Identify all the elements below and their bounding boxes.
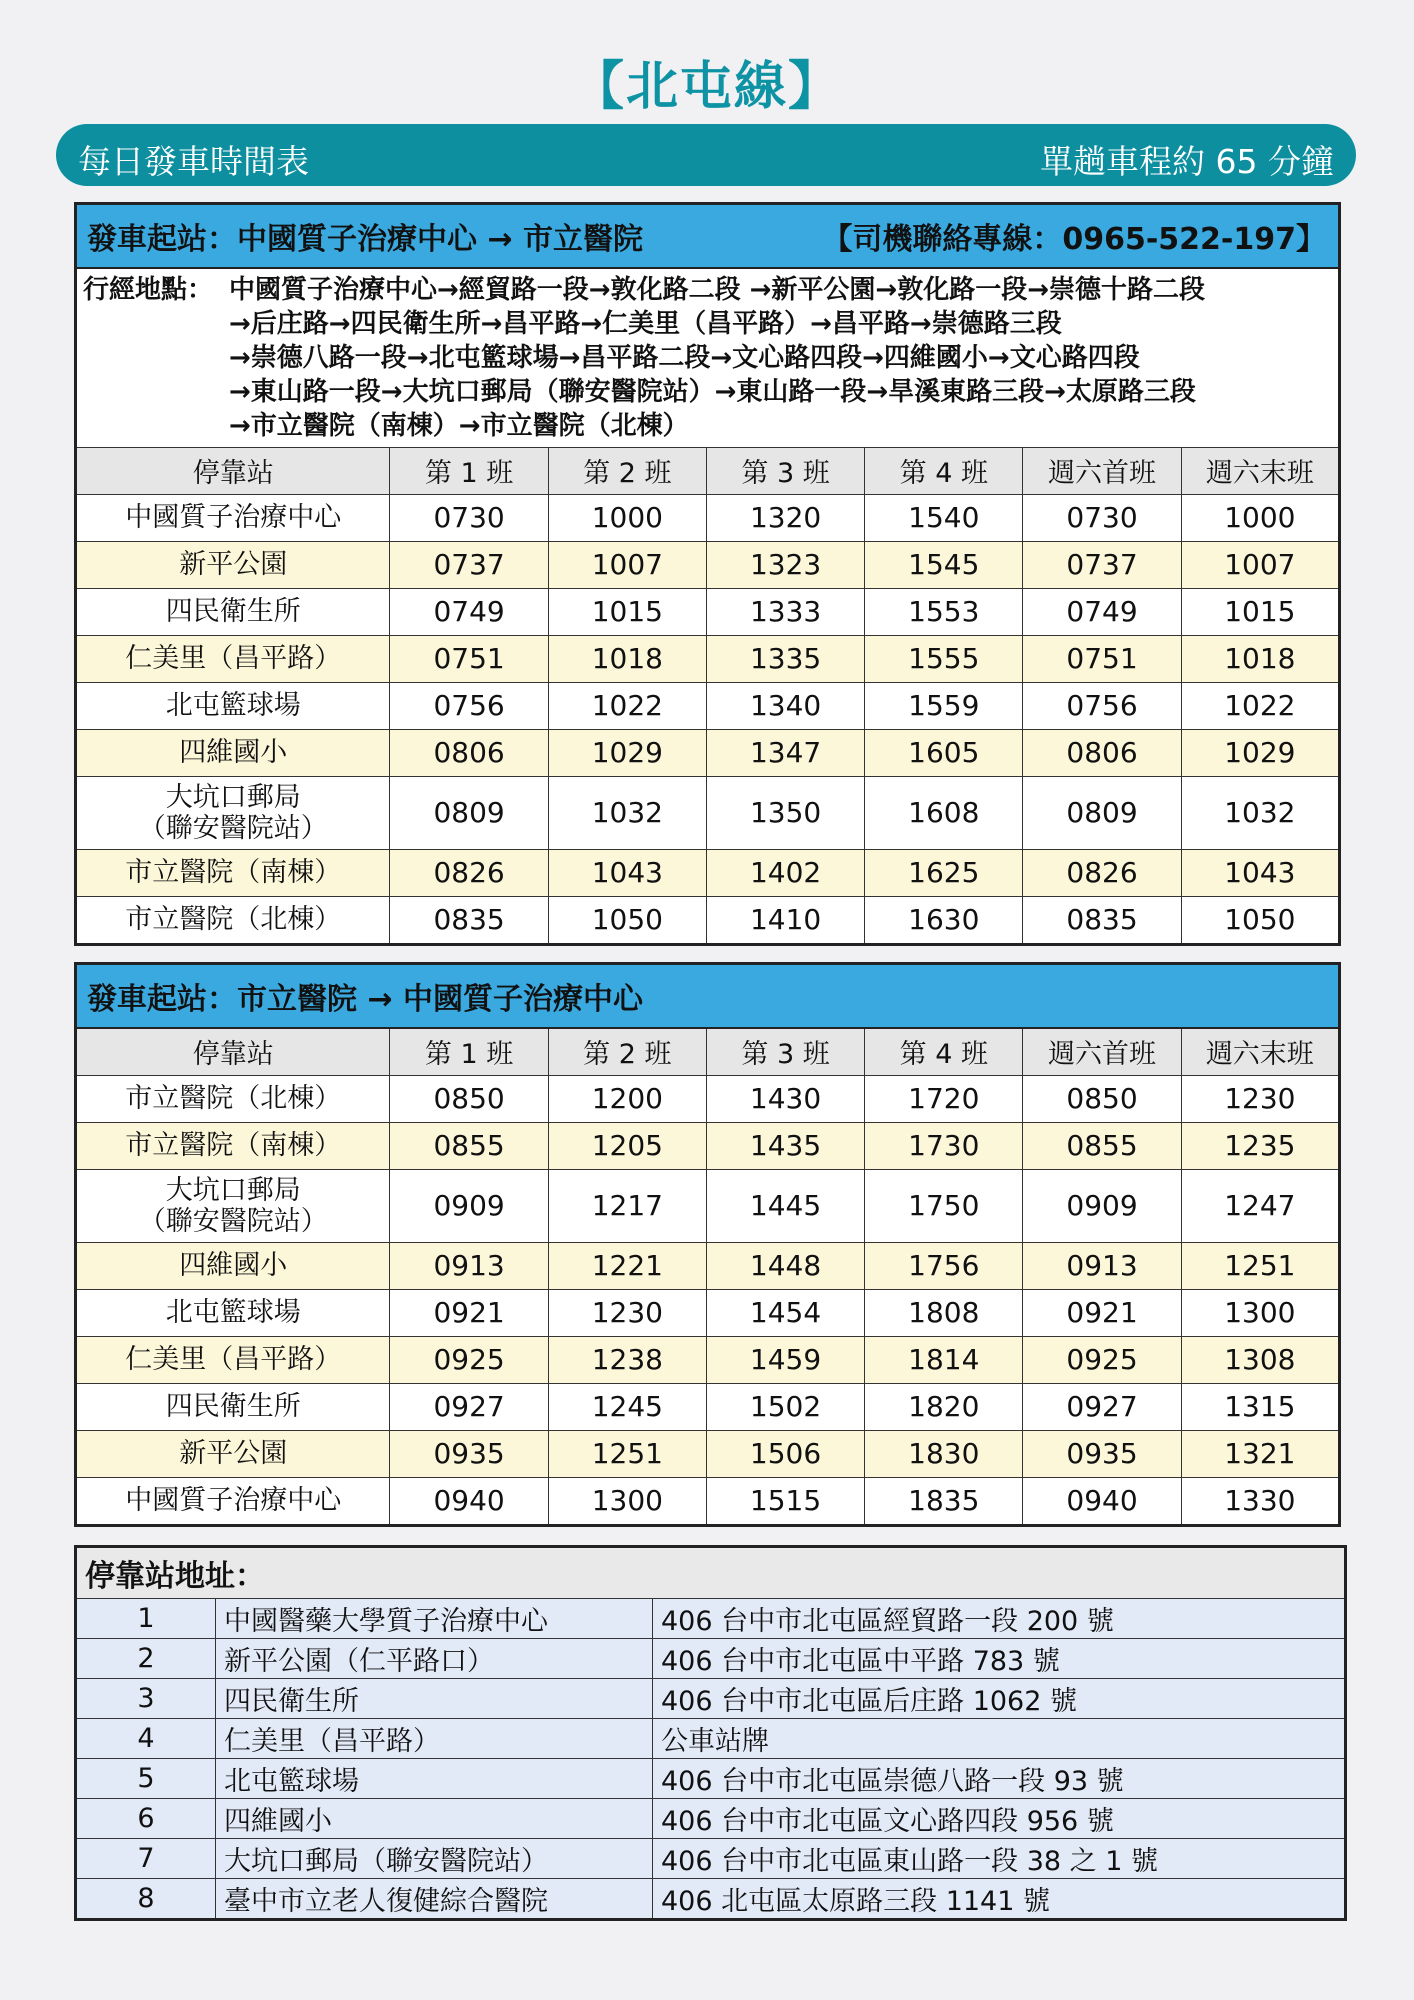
table-row [76, 729, 1340, 776]
stop-number: 8 [76, 1879, 216, 1920]
departure-time: 1720 [865, 1075, 1023, 1122]
departure-time: 1330 [1181, 1477, 1339, 1525]
stop-address: 406 台中市北屯區經貿路一段 200 號 [653, 1599, 1346, 1639]
table-row [76, 1430, 1340, 1477]
departure-time: 0749 [390, 588, 548, 635]
stop-name: 新平公園 [179, 1438, 288, 1469]
stop-name: 四民衛生所 [165, 596, 301, 627]
stop-number: 5 [76, 1759, 216, 1799]
address-table-title: 停靠站地址： [76, 1547, 1346, 1599]
stop-name-cell [76, 1383, 390, 1430]
departure-time: 1043 [1181, 849, 1339, 896]
departure-time: 1315 [1181, 1383, 1339, 1430]
departure-time: 0835 [390, 896, 548, 944]
departure-time: 0925 [390, 1336, 548, 1383]
stop-name-cell [76, 494, 390, 541]
departure-time: 0806 [1023, 729, 1181, 776]
departure-time: 1032 [1181, 776, 1339, 849]
departure-time: 1230 [548, 1289, 706, 1336]
departure-time: 1251 [548, 1430, 706, 1477]
stop-name: 北屯籃球場 [165, 1297, 301, 1328]
departure-time: 0756 [1023, 682, 1181, 729]
departure-time: 0835 [1023, 896, 1181, 944]
departure-time: 1018 [548, 635, 706, 682]
departure-time: 1830 [865, 1430, 1023, 1477]
departure-time: 1221 [548, 1242, 706, 1289]
table-row [76, 494, 1340, 541]
departure-time: 0925 [1023, 1336, 1181, 1383]
column-header: 第 3 班 [706, 1028, 864, 1076]
stop-name: 北屯籃球場 [216, 1759, 653, 1799]
timetable-banner [56, 124, 1356, 186]
departure-time: 0751 [390, 635, 548, 682]
stop-name-cell [76, 849, 390, 896]
departure-time: 0855 [390, 1122, 548, 1169]
stop-address: 406 台中市北屯區后庄路 1062 號 [653, 1679, 1346, 1719]
departure-time: 1625 [865, 849, 1023, 896]
departure-time: 1540 [865, 494, 1023, 541]
stop-address: 406 台中市北屯區中平路 783 號 [653, 1639, 1346, 1679]
departure-time: 0737 [1023, 541, 1181, 588]
stop-name: 仁美里（昌平路） [125, 643, 342, 674]
departure-time: 1300 [548, 1477, 706, 1525]
table-row [76, 776, 1340, 849]
departure-time: 1756 [865, 1242, 1023, 1289]
departure-time: 0913 [390, 1242, 548, 1289]
departure-time: 0855 [1023, 1122, 1181, 1169]
address-row [76, 1839, 1346, 1879]
departure-time: 0850 [1023, 1075, 1181, 1122]
table-row [76, 1383, 1340, 1430]
stop-name-cell [76, 1075, 390, 1122]
column-header: 週六末班 [1181, 1028, 1339, 1076]
route-line: →東山路一段→大坑口郵局（聯安醫院站）→東山路一段→旱溪東路三段→太原路三段 [229, 376, 1196, 407]
address-row [76, 1599, 1346, 1639]
departure-time: 0730 [390, 494, 548, 541]
departure-time: 0806 [390, 729, 548, 776]
departure-time: 1559 [865, 682, 1023, 729]
departure-time: 0749 [1023, 588, 1181, 635]
stop-name: 四維國小 [216, 1799, 653, 1839]
stop-number: 3 [76, 1679, 216, 1719]
departure-time: 1553 [865, 588, 1023, 635]
stop-name-cell [76, 635, 390, 682]
departure-time: 0809 [1023, 776, 1181, 849]
departure-time: 1454 [706, 1289, 864, 1336]
departure-time: 1630 [865, 896, 1023, 944]
stop-name: 臺中市立老人復健綜合醫院 [216, 1879, 653, 1920]
route-line: →崇德八路一段→北屯籃球場→昌平路二段→文心路四段→四維國小→文心路四段 [229, 342, 1140, 373]
column-header: 第 1 班 [390, 447, 548, 494]
departure-time: 1555 [865, 635, 1023, 682]
departure-time: 1029 [1181, 729, 1339, 776]
origin-label: 發車起站：中國質子治療中心 → 市立醫院 [87, 221, 644, 257]
stop-name: 四維國小 [179, 1250, 288, 1281]
stop-name-cell [76, 729, 390, 776]
departure-time: 1251 [1181, 1242, 1339, 1289]
departure-time: 0809 [390, 776, 548, 849]
stop-address: 406 北屯區太原路三段 1141 號 [653, 1879, 1346, 1920]
departure-time: 1050 [1181, 896, 1339, 944]
departure-time: 1321 [1181, 1430, 1339, 1477]
departure-time: 1335 [706, 635, 864, 682]
departure-time: 1015 [1181, 588, 1339, 635]
schedule-table-outbound [74, 202, 1341, 946]
table-row [76, 1289, 1340, 1336]
column-header: 週六首班 [1023, 1028, 1181, 1076]
table-row [76, 1242, 1340, 1289]
stop-name: 四民衛生所 [165, 1391, 301, 1422]
stop-name: 中國質子治療中心 [125, 1485, 342, 1516]
departure-time: 1230 [1181, 1075, 1339, 1122]
stop-name: （聯安醫院站） [138, 812, 328, 844]
departure-time: 1238 [548, 1336, 706, 1383]
stop-name: 市立醫院（南棟） [125, 1130, 342, 1161]
stop-name-cell [76, 1430, 390, 1477]
table-row [76, 635, 1340, 682]
stop-name: 新平公園 [179, 549, 288, 580]
column-header: 第 3 班 [706, 447, 864, 494]
stop-name: 四維國小 [179, 737, 288, 768]
departure-time: 0751 [1023, 635, 1181, 682]
departure-time: 1235 [1181, 1122, 1339, 1169]
departure-time: 1245 [548, 1383, 706, 1430]
departure-time: 0737 [390, 541, 548, 588]
departure-time: 0756 [390, 682, 548, 729]
stop-name: 四民衛生所 [216, 1679, 653, 1719]
stop-name: 中國醫藥大學質子治療中心 [216, 1599, 653, 1639]
stop-name: 中國質子治療中心 [125, 502, 342, 533]
stop-name-cell [76, 1289, 390, 1336]
departure-time: 1459 [706, 1336, 864, 1383]
driver-hotline: 【司機聯絡專線：0965-522-197】 [822, 221, 1326, 257]
stop-name-cell [76, 1122, 390, 1169]
table-row [76, 1122, 1340, 1169]
departure-time: 1515 [706, 1477, 864, 1525]
departure-time: 1506 [706, 1430, 864, 1477]
stop-address: 406 台中市北屯區文心路四段 956 號 [653, 1799, 1346, 1839]
departure-time: 1007 [1181, 541, 1339, 588]
departure-time: 0921 [390, 1289, 548, 1336]
schedule-header [76, 964, 1340, 1028]
departure-time: 0909 [1023, 1169, 1181, 1242]
departure-time: 1545 [865, 541, 1023, 588]
address-row [76, 1799, 1346, 1839]
schedule-header [76, 204, 1340, 268]
address-row [76, 1719, 1346, 1759]
departure-time: 0913 [1023, 1242, 1181, 1289]
departure-time: 1448 [706, 1242, 864, 1289]
departure-time: 0909 [390, 1169, 548, 1242]
column-header: 週六首班 [1023, 447, 1181, 494]
departure-time: 0730 [1023, 494, 1181, 541]
stop-name: 市立醫院（北棟） [125, 1083, 342, 1114]
departure-time: 1029 [548, 729, 706, 776]
departure-time: 1200 [548, 1075, 706, 1122]
departure-time: 1217 [548, 1169, 706, 1242]
stop-number: 1 [76, 1599, 216, 1639]
departure-time: 1007 [548, 541, 706, 588]
departure-time: 1340 [706, 682, 864, 729]
route-line: →后庄路→四民衛生所→昌平路→仁美里（昌平路）→昌平路→崇德路三段 [229, 308, 1062, 339]
departure-time: 1000 [548, 494, 706, 541]
departure-time: 0940 [1023, 1477, 1181, 1525]
banner-left-text: 每日發車時間表 [78, 142, 309, 181]
departure-time: 0927 [1023, 1383, 1181, 1430]
stop-name-cell [76, 896, 390, 944]
stop-name: 大坑口郵局 [165, 781, 301, 813]
departure-time: 1350 [706, 776, 864, 849]
column-header: 第 1 班 [390, 1028, 548, 1076]
stop-name: 市立醫院（北棟） [125, 904, 342, 935]
departure-time: 0921 [1023, 1289, 1181, 1336]
departure-time: 1347 [706, 729, 864, 776]
departure-time: 1605 [865, 729, 1023, 776]
departure-time: 1608 [865, 776, 1023, 849]
banner-right-text: 單趟車程約 65 分鐘 [1040, 142, 1334, 181]
route-label: 行經地點： [83, 274, 214, 305]
departure-time: 1410 [706, 896, 864, 944]
departure-time: 1502 [706, 1383, 864, 1430]
stop-name: （聯安醫院站） [138, 1205, 328, 1237]
address-row [76, 1639, 1346, 1679]
departure-time: 1205 [548, 1122, 706, 1169]
table-row [76, 849, 1340, 896]
origin-label: 發車起站：市立醫院 → 中國質子治療中心 [87, 981, 644, 1017]
departure-time: 1050 [548, 896, 706, 944]
stop-name-cell [76, 1242, 390, 1289]
stop-name-cell [76, 541, 390, 588]
departure-time: 1808 [865, 1289, 1023, 1336]
table-row [76, 588, 1340, 635]
column-header-row [76, 1028, 1340, 1076]
departure-time: 1435 [706, 1122, 864, 1169]
departure-time: 1018 [1181, 635, 1339, 682]
column-header: 停靠站 [76, 1028, 390, 1076]
stop-name-cell [76, 682, 390, 729]
stop-name-cell [76, 588, 390, 635]
route-description [76, 268, 1340, 448]
column-header-row [76, 447, 1340, 494]
stop-name: 大坑口郵局（聯安醫院站） [216, 1839, 653, 1879]
address-row [76, 1679, 1346, 1719]
departure-time: 0927 [390, 1383, 548, 1430]
table-row [76, 1169, 1340, 1242]
column-header: 停靠站 [76, 447, 390, 494]
stop-address: 公車站牌 [653, 1719, 1346, 1759]
stop-name-cell [76, 776, 390, 849]
departure-time: 1430 [706, 1075, 864, 1122]
table-row [76, 1477, 1340, 1525]
departure-time: 1323 [706, 541, 864, 588]
departure-time: 0826 [390, 849, 548, 896]
stop-number: 4 [76, 1719, 216, 1759]
stop-number: 6 [76, 1799, 216, 1839]
departure-time: 0935 [1023, 1430, 1181, 1477]
departure-time: 1820 [865, 1383, 1023, 1430]
departure-time: 1320 [706, 494, 864, 541]
table-row [76, 1075, 1340, 1122]
table-row [76, 896, 1340, 944]
stop-name: 仁美里（昌平路） [125, 1344, 342, 1375]
column-header: 第 2 班 [548, 447, 706, 494]
table-row [76, 682, 1340, 729]
schedule-table-return [74, 962, 1341, 1527]
page-title: 【北屯線】 [571, 57, 842, 117]
departure-time: 1308 [1181, 1336, 1339, 1383]
column-header: 第 4 班 [865, 447, 1023, 494]
stop-name: 大坑口郵局 [165, 1174, 301, 1206]
departure-time: 1445 [706, 1169, 864, 1242]
route-line: 中國質子治療中心→經貿路一段→敦化路二段 →新平公園→敦化路一段→崇德十路二段 [229, 274, 1205, 305]
departure-time: 1015 [548, 588, 706, 635]
stop-address-table [74, 1545, 1347, 1921]
stop-name-cell [76, 1169, 390, 1242]
stop-name: 北屯籃球場 [165, 690, 301, 721]
column-header: 週六末班 [1181, 447, 1339, 494]
departure-time: 1032 [548, 776, 706, 849]
departure-time: 0850 [390, 1075, 548, 1122]
departure-time: 1300 [1181, 1289, 1339, 1336]
column-header: 第 2 班 [548, 1028, 706, 1076]
departure-time: 1022 [1181, 682, 1339, 729]
table-row [76, 541, 1340, 588]
departure-time: 1730 [865, 1122, 1023, 1169]
departure-time: 1750 [865, 1169, 1023, 1242]
stop-name: 仁美里（昌平路） [216, 1719, 653, 1759]
stop-name: 新平公園（仁平路口） [216, 1639, 653, 1679]
stop-number: 2 [76, 1639, 216, 1679]
stop-address: 406 台中市北屯區崇德八路一段 93 號 [653, 1759, 1346, 1799]
stop-address: 406 台中市北屯區東山路一段 38 之 1 號 [653, 1839, 1346, 1879]
address-row [76, 1879, 1346, 1920]
departure-time: 1000 [1181, 494, 1339, 541]
departure-time: 1835 [865, 1477, 1023, 1525]
stop-name-cell [76, 1336, 390, 1383]
address-row [76, 1759, 1346, 1799]
stop-name-cell [76, 1477, 390, 1525]
departure-time: 0826 [1023, 849, 1181, 896]
departure-time: 0935 [390, 1430, 548, 1477]
departure-time: 1022 [548, 682, 706, 729]
route-line: →市立醫院（南棟）→市立醫院（北棟） [229, 410, 689, 441]
departure-time: 1333 [706, 588, 864, 635]
stop-name: 市立醫院（南棟） [125, 857, 342, 888]
table-row [76, 1336, 1340, 1383]
stop-number: 7 [76, 1839, 216, 1879]
departure-time: 1043 [548, 849, 706, 896]
departure-time: 0940 [390, 1477, 548, 1525]
column-header: 第 4 班 [865, 1028, 1023, 1076]
route-lines [229, 273, 1332, 443]
departure-time: 1247 [1181, 1169, 1339, 1242]
departure-time: 1402 [706, 849, 864, 896]
departure-time: 1814 [865, 1336, 1023, 1383]
